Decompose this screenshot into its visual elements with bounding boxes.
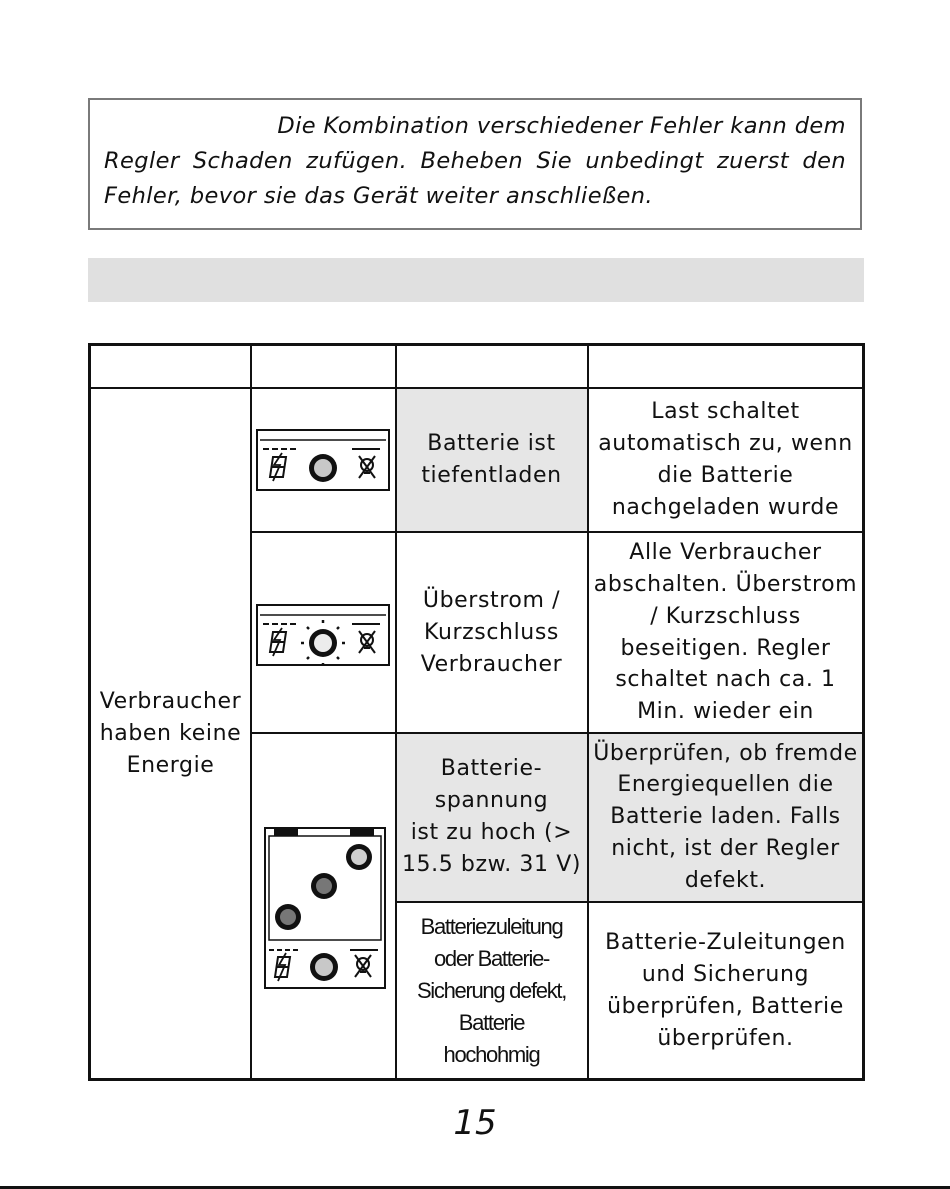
- cause-cell: [396, 533, 587, 732]
- warning-text-line-1: Die Kombination verschiedener Fehler kann dem: [277, 113, 846, 139]
- remedy-text: Alle Verbraucher abschalten. Überstrom / Kurzschluss beseitigen. Regler schaltet nach ca. 1 Min. wieder ein: [593, 540, 858, 724]
- section-heading-band: [88, 258, 864, 302]
- remedy-text: Last schaltet automatisch zu, wenn die Batterie nachgeladen wurde: [598, 399, 853, 520]
- column-divider: [250, 343, 252, 1081]
- cause-cell: [396, 903, 587, 1078]
- warning-text-line-2: Regler Schaden zufügen. Beheben Sie unbedingt zuerst den: [104, 148, 846, 174]
- cause-text: Batteriezuleitung oder Batterie- Sicherung defekt, Batterie hochohmig: [416, 913, 567, 1067]
- symptom-cell: [91, 389, 250, 1078]
- page-number: 15: [453, 1103, 497, 1143]
- cause-cell: [396, 389, 587, 531]
- troubleshooting-table: [88, 343, 865, 1081]
- warning-box: [88, 98, 862, 230]
- cause-text: Batterie ist tiefentladen: [421, 431, 562, 488]
- remedy-cell: [589, 733, 862, 901]
- symptom-text: Verbraucher haben keine Energie: [99, 688, 242, 778]
- solar-panel-icon: [270, 453, 286, 481]
- table-bottom-border: [88, 1078, 865, 1081]
- remedy-cell: [589, 389, 862, 531]
- cause-cell: [396, 733, 587, 901]
- battery-state-leds-icon: [264, 827, 386, 989]
- led-off-icon: [256, 429, 390, 491]
- remedy-text: Batterie-Zuleitungen und Sicherung überprüfen, Batterie überprüfen.: [605, 929, 846, 1051]
- remedy-text: Überprüfen, ob fremde Energiequellen die Batterie laden. Falls nicht, ist der Regler defekt.: [593, 740, 858, 893]
- cause-text: Überstrom / Kurzschluss Verbraucher: [420, 587, 563, 677]
- cause-text: Batterie- spannung ist zu hoch (> 15.5 bzw. 31 V): [401, 756, 582, 877]
- table-right-border: [862, 343, 865, 1081]
- led-blinking-icon: [256, 602, 390, 668]
- table-top-border: [88, 343, 865, 346]
- remedy-cell: [589, 903, 862, 1078]
- remedy-cell: [589, 533, 862, 732]
- warning-text-line-3: Fehler, bevor sie das Gerät weiter anschließen.: [104, 183, 653, 209]
